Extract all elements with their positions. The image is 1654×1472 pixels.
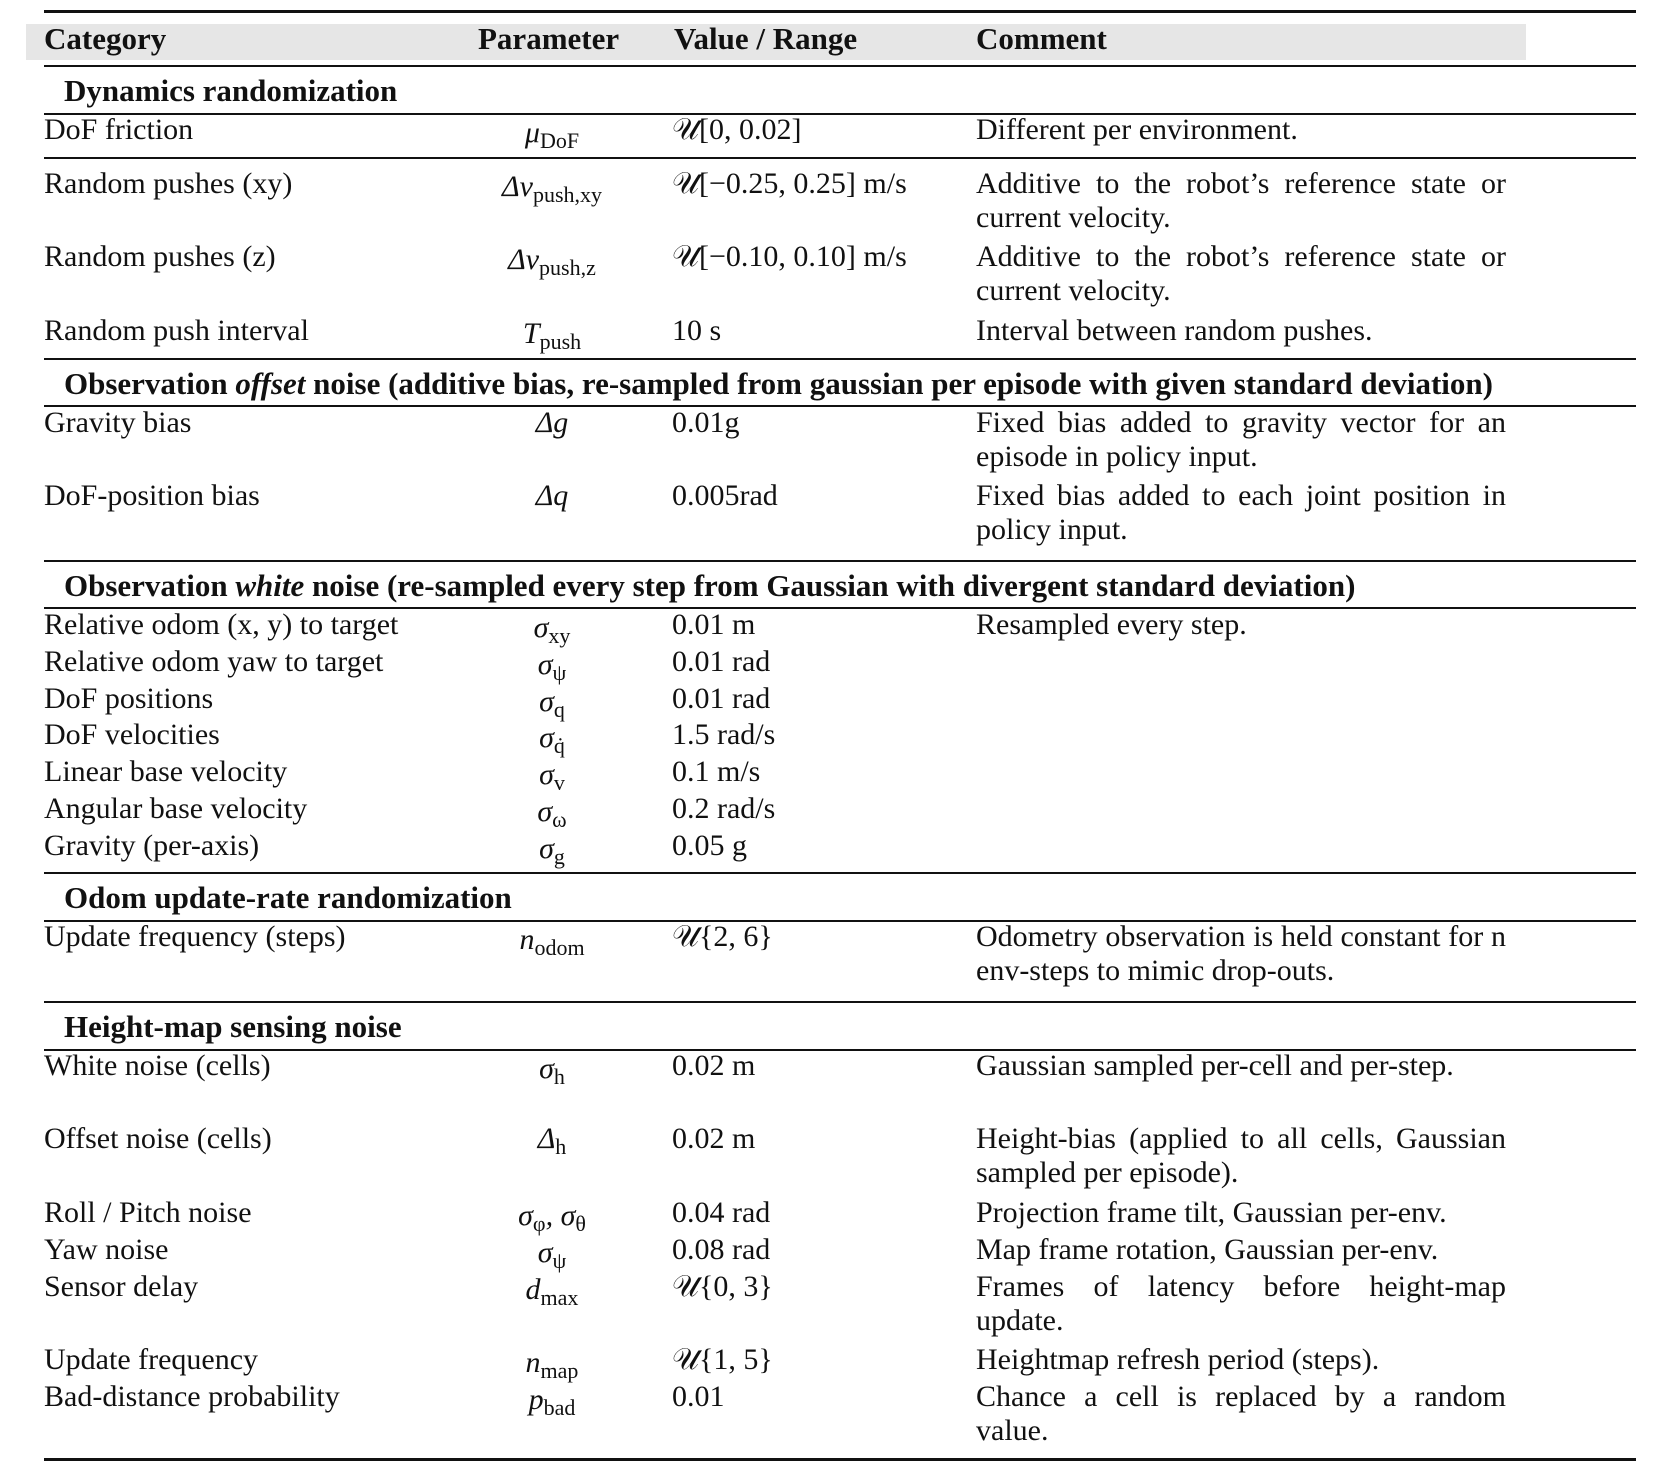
- row-category: Linear base velocity: [44, 755, 288, 788]
- top-rule: [44, 10, 1636, 13]
- row-category: Offset noise (cells): [44, 1122, 272, 1155]
- row-comment: Fixed bias added to gravity vector for an episode in policy input.: [976, 406, 1506, 473]
- row-rule: [44, 157, 1636, 159]
- row-comment: Interval between random pushes.: [976, 314, 1373, 347]
- row-parameter: $\sigma_v$: [539, 758, 565, 795]
- row-category: Gravity (per-axis): [44, 829, 260, 862]
- row-value: 𝒰[0, 0.02]: [672, 113, 802, 146]
- row-value: 𝒰[−0.25, 0.25] m/s: [672, 167, 907, 200]
- row-category: DoF-position bias: [44, 479, 260, 512]
- row-parameter: $\sigma_g$: [539, 832, 565, 869]
- row-value: 0.01g: [672, 406, 740, 439]
- bottom-rule: [44, 1458, 1636, 1461]
- row-value: 0.01 m: [672, 608, 756, 641]
- row-parameter: $p_{bad}$: [528, 1383, 576, 1420]
- row-comment: Height-bias (applied to all cells, Gaussian sampled per episode).: [976, 1122, 1506, 1189]
- row-value: 0.02 m: [672, 1049, 756, 1082]
- row-value: 1.5 rad/s: [672, 718, 776, 751]
- row-category: Gravity bias: [44, 406, 192, 439]
- section-rule: [44, 560, 1636, 562]
- row-value: 0.01 rad: [672, 682, 771, 715]
- row-parameter: $\sigma_\varphi$, $\sigma_\theta$: [518, 1199, 586, 1236]
- row-category: Bad-distance probability: [44, 1380, 340, 1413]
- row-value: 0.01: [672, 1380, 725, 1413]
- row-value: 0.1 m/s: [672, 755, 761, 788]
- row-value: 10 s: [672, 314, 722, 347]
- row-comment: Gaussian sampled per-cell and per-step.: [976, 1049, 1454, 1082]
- header-value: Value / Range: [674, 21, 858, 56]
- row-parameter: $n_{odom}$: [519, 923, 585, 960]
- section-title-offset-noise: Observation offset noise (additive bias, re-sampled from gaussian per episode with given standard deviation): [64, 366, 1493, 401]
- section-rule: [44, 872, 1636, 874]
- row-category: Update frequency (steps): [44, 920, 346, 953]
- row-parameter: Δq: [535, 479, 569, 512]
- row-parameter: $\sigma_\psi$: [537, 1236, 567, 1273]
- row-parameter: $\Delta v_{push,xy}$: [502, 170, 602, 207]
- row-value: 𝒰{1, 5}: [672, 1343, 773, 1376]
- row-value: 0.08 rad: [672, 1233, 771, 1266]
- row-comment: Heightmap refresh period (steps).: [976, 1343, 1380, 1376]
- section-title-height-map: Height-map sensing noise: [64, 1009, 402, 1044]
- section-title-odom-rate: Odom update-rate randomization: [64, 880, 512, 915]
- row-parameter: $\Delta_h$: [537, 1122, 567, 1159]
- row-parameter: $\mu_{DoF}$: [524, 116, 580, 153]
- row-category: Random push interval: [44, 314, 309, 347]
- row-category: DoF velocities: [44, 718, 220, 751]
- section-title-dynamics: Dynamics randomization: [64, 73, 398, 108]
- row-category: White noise (cells): [44, 1049, 271, 1082]
- row-parameter: Δg: [535, 406, 569, 439]
- row-category: Sensor delay: [44, 1270, 199, 1303]
- row-value: 𝒰{2, 6}: [672, 920, 773, 953]
- header-rule: [44, 65, 1636, 67]
- section-rule: [44, 1001, 1636, 1003]
- row-comment: Projection frame tilt, Gaussian per-env.: [976, 1196, 1447, 1229]
- row-value: 𝒰{0, 3}: [672, 1270, 773, 1303]
- row-parameter: $n_{map}$: [525, 1346, 579, 1383]
- row-category: Update frequency: [44, 1343, 259, 1376]
- row-parameter: $\Delta v_{push,z}$: [508, 243, 596, 280]
- row-category: DoF friction: [44, 113, 194, 146]
- row-comment: Frames of latency before height-map update.: [976, 1270, 1506, 1337]
- section-rule: [44, 358, 1636, 360]
- row-category: DoF positions: [44, 682, 214, 715]
- header-parameter: Parameter: [478, 21, 620, 56]
- row-parameter: $\sigma_\psi$: [537, 648, 567, 685]
- row-value: 0.04 rad: [672, 1196, 771, 1229]
- row-parameter: $\sigma_\omega$: [537, 795, 567, 832]
- row-comment: Resampled every step.: [976, 608, 1247, 641]
- row-value: 0.05 g: [672, 829, 747, 862]
- row-parameter: $\sigma_q$: [539, 685, 565, 722]
- row-category: Relative odom (x, y) to target: [44, 608, 399, 641]
- row-parameter: $\sigma_h$: [539, 1052, 565, 1089]
- row-comment: Additive to the robot’s reference state or current velocity.: [976, 167, 1506, 234]
- row-category: Roll / Pitch noise: [44, 1196, 252, 1229]
- row-value: 0.2 rad/s: [672, 792, 776, 825]
- row-comment: Different per environment.: [976, 113, 1298, 146]
- row-category: Relative odom yaw to target: [44, 645, 384, 678]
- row-parameter: $d_{max}$: [525, 1273, 579, 1310]
- row-category: Yaw noise: [44, 1233, 169, 1266]
- section-title-white-noise: Observation white noise (re-sampled every step from Gaussian with divergent standard deviation): [64, 568, 1356, 603]
- row-parameter: $\sigma_{q̇}$: [539, 721, 565, 758]
- row-comment: Odometry observation is held constant for n env-steps to mimic drop-outs.: [976, 920, 1506, 987]
- row-comment: Chance a cell is replaced by a random value.: [976, 1380, 1506, 1447]
- row-value: 𝒰[−0.10, 0.10] m/s: [672, 240, 907, 273]
- row-parameter: $\sigma_{xy}$: [533, 611, 571, 648]
- row-category: Random pushes (z): [44, 240, 276, 273]
- row-value: 0.01 rad: [672, 645, 771, 678]
- header-comment: Comment: [976, 21, 1107, 56]
- row-value: 0.005rad: [672, 479, 778, 512]
- row-parameter: $T_{push}$: [522, 317, 582, 354]
- header-category: Category: [44, 21, 167, 56]
- row-category: Random pushes (xy): [44, 167, 293, 200]
- row-comment: Additive to the robot’s reference state or current velocity.: [976, 240, 1506, 307]
- row-category: Angular base velocity: [44, 792, 308, 825]
- row-comment: Map frame rotation, Gaussian per-env.: [976, 1233, 1439, 1266]
- row-comment: Fixed bias added to each joint position in policy input.: [976, 479, 1506, 546]
- row-value: 0.02 m: [672, 1122, 756, 1155]
